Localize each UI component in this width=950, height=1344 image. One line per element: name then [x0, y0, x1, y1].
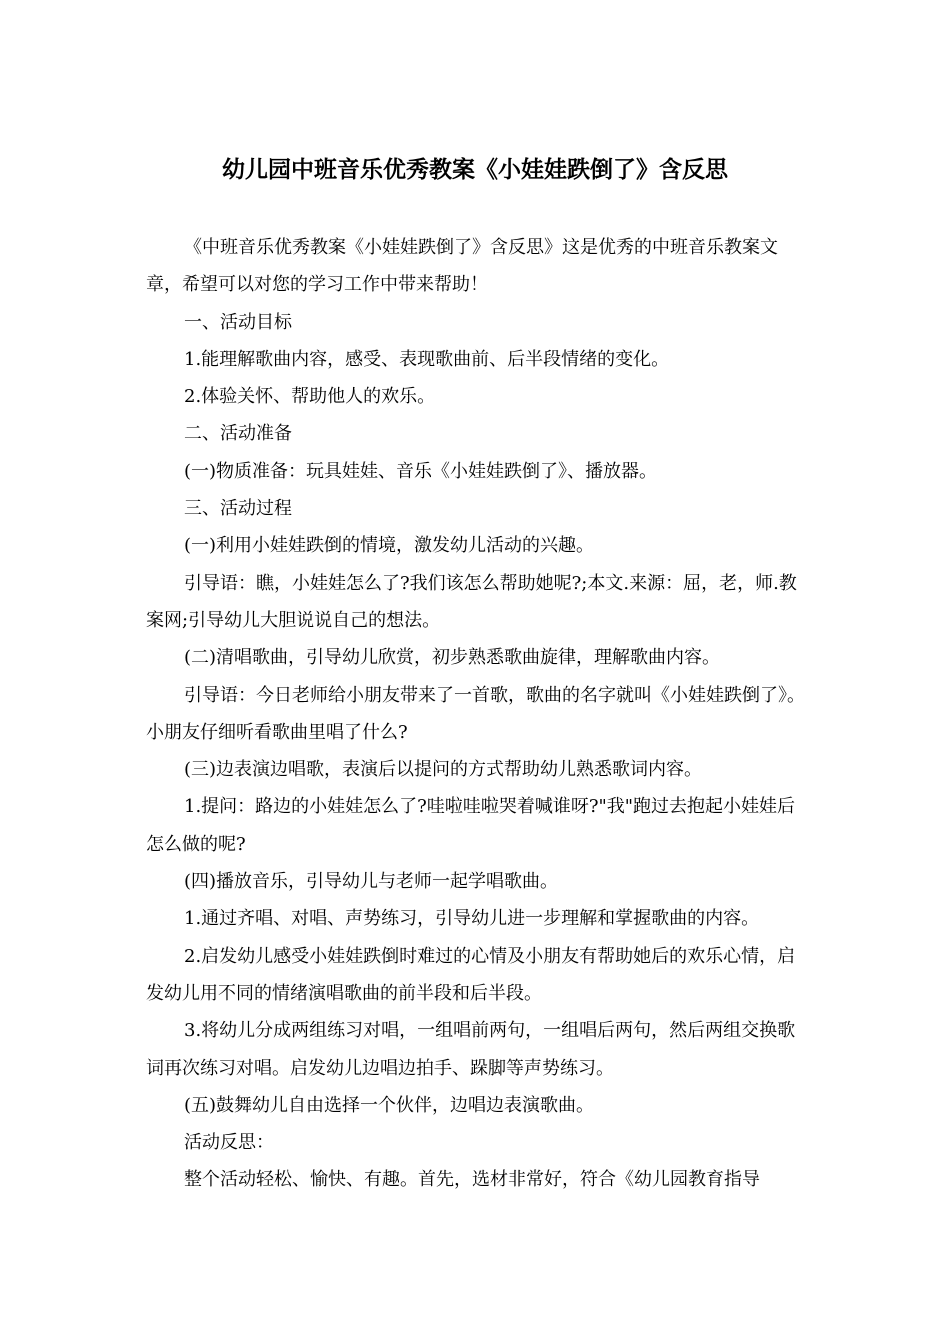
paragraph-guide-1: 引导语：瞧，小娃娃怎么了?我们该怎么帮助她呢?;本文.来源：屈，老，师.教案网;引导幼儿大胆说说自己的想法。 — [146, 572, 797, 631]
heading-activity-preparation: 二、活动准备 — [184, 423, 292, 445]
paragraph-process-4: (四)播放音乐，引导幼儿与老师一起学唱歌曲。 — [184, 871, 559, 893]
paragraph-process-5: (五)鼓舞幼儿自由选择一个伙伴，边唱边表演歌曲。 — [184, 1094, 595, 1116]
paragraph-reflection: 整个活动轻松、愉快、有趣。首先，选材非常好，符合《幼儿园教育指导 — [184, 1169, 760, 1191]
heading-activity-goals: 一、活动目标 — [184, 311, 292, 333]
paragraph-goal-1: 1.能理解歌曲内容，感受、表现歌曲前、后半段情绪的变化。 — [184, 348, 670, 370]
paragraph-process-3: (三)边表演边唱歌，表演后以提问的方式帮助幼儿熟悉歌词内容。 — [184, 759, 703, 781]
paragraph-practice-2: 2.启发幼儿感受小娃娃跌倒时难过的心情及小朋友有帮助她后的欢乐心情，启发幼儿用不同的情绪演唱歌曲的前半段和后半段。 — [146, 945, 796, 1004]
heading-activity-reflection: 活动反思： — [184, 1132, 274, 1154]
paragraph-practice-1: 1.通过齐唱、对唱、声势练习，引导幼儿进一步理解和掌握歌曲的内容。 — [184, 908, 760, 930]
paragraph-goal-2: 2.体验关怀、帮助他人的欢乐。 — [184, 386, 436, 408]
document-title: 幼儿园中班音乐优秀教案《小娃娃跌倒了》含反思 — [222, 157, 728, 183]
document-body — [146, 229, 806, 1199]
paragraph-process-2: (二)清唱歌曲，引导幼儿欣赏，初步熟悉歌曲旋律，理解歌曲内容。 — [184, 647, 721, 669]
paragraph-practice-3: 3.将幼儿分成两组练习对唱，一组唱前两句，一组唱后两句，然后两组交换歌词再次练习对唱。启发幼儿边唱边拍手、跺脚等声势练习。 — [146, 1020, 796, 1079]
paragraph-question-1: 1.提问：路边的小娃娃怎么了?哇啦哇啦哭着喊谁呀?"我"跑过去抱起小娃娃后怎么做的呢? — [146, 796, 796, 855]
heading-activity-process: 三、活动过程 — [184, 498, 292, 520]
paragraph-intro: 《中班音乐优秀教案《小娃娃跌倒了》含反思》这是优秀的中班音乐教案文章，希望可以对您的学习工作中带来帮助！ — [146, 237, 778, 296]
paragraph-process-1: (一)利用小娃娃跌倒的情境，激发幼儿活动的兴趣。 — [184, 535, 595, 557]
paragraph-guide-2: 引导语：今日老师给小朋友带来了一首歌，歌曲的名字就叫《小娃娃跌倒了》。小朋友仔细听看歌曲里唱了什么? — [146, 684, 805, 743]
paragraph-material-preparation: (一)物质准备：玩具娃娃、音乐《小娃娃跌倒了》、播放器。 — [184, 460, 658, 482]
